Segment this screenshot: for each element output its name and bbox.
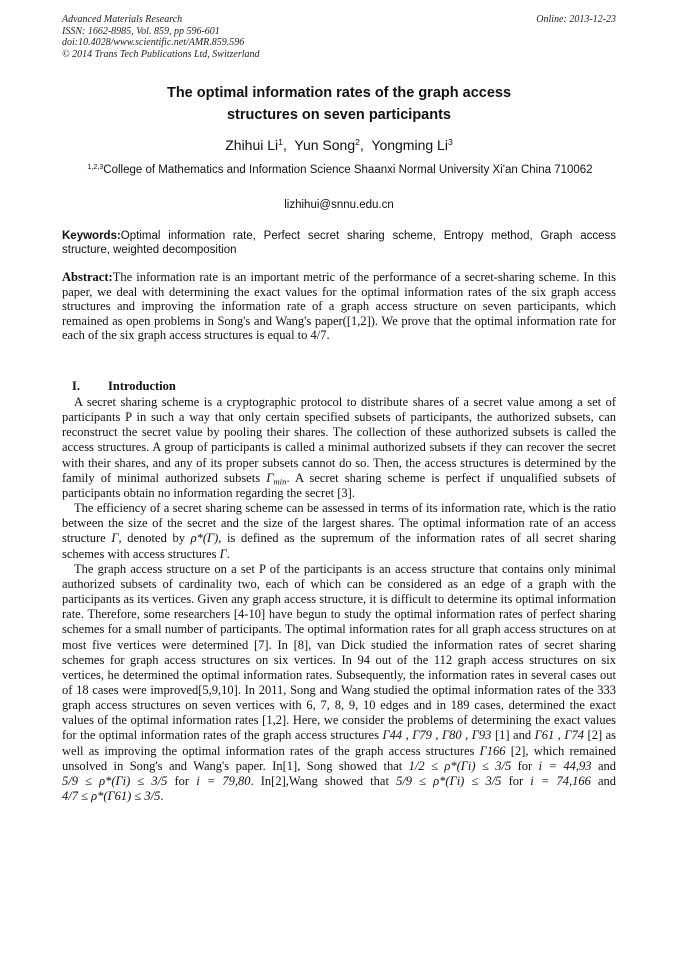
text-run: . [226, 546, 230, 561]
title-line-1: The optimal information rates of the graph access [166, 85, 512, 101]
text-run: The graph access structure on a set P of the participants is an access structure that contains only minimal authorized subsets of cardinality two, each of which can be considered as an edge of a graph with the participants as its vertices. Given any graph access structure, it is difficult to determine its optimal information rate. Therefore, some researchers [4-10] have begun to study the optimal information rates of perfect sharing schemes for a small number of participants. The optimal information rates for all graph access structures on at most five vertices were determined [7]. In [8], van Dick studied the information rates of secret sharing schemes for graph access structures on six vertices. In 94 out of the 112 graph access structures on six vertices, he determined the optimal information rates. Subsequently, the information rates in several cases out of 18 cases were improved[5,9,10]. In 2011, Song and Wang studied the optimal information rates of the 333 graph access structures on seven vertices with 6, 7, 8, 9, 10 edges and in 189 cases, determined the exact values of the optimal information rates [1,2]. Here, we consider the problems of determining the exact values for the optimal information rates of the graph access structures [62, 561, 616, 743]
keywords-label: Keywords: [62, 230, 121, 242]
math-gamma-list-2: Γ61 , Γ74 [534, 728, 585, 743]
math-index-values-3: i = 74,166 [530, 773, 591, 788]
paper-title [62, 82, 616, 126]
text-run: . A secret sharing scheme is perfect if unqualified subsets of participants obtain no information regarding the secret [3]. [62, 470, 616, 500]
author-email[interactable]: lizhihui@snnu.edu.cn [284, 199, 394, 211]
text-run: . In[2],Wang showed that [250, 773, 389, 788]
author-list: Zhihui Li$^1$, Yun Song$^2$, Yongming Li$^3$ [225, 137, 453, 153]
math-index-values-1: i = 44,93 [538, 758, 592, 773]
math-inequality-2: 5/9 ≤ ρ*(Γi) ≤ 3/5 [62, 773, 168, 788]
text-run: for [517, 758, 533, 773]
keywords-text: Optimal information rate, Perfect secret sharing scheme, Entropy method, Graph access structure, weighted decomposition [62, 230, 616, 256]
paragraph [62, 395, 616, 501]
math-rho-star: ρ*(Γ) [190, 531, 219, 546]
doi-line: doi:10.4028/www.scientific.net/AMR.859.596 [62, 37, 245, 48]
affiliation [80, 163, 600, 177]
affiliation-text: College of Mathematics and Information Science Shaanxi Normal University Xi'an China 710062 [103, 164, 593, 176]
paragraph [62, 562, 616, 805]
math-gamma-min: $\Gamma_{min}$ [266, 470, 287, 487]
math-gamma: Γ [111, 531, 119, 546]
author-name: Zhihui Li [225, 137, 279, 153]
text-run: [2], which remained unsolved in Song's and Wang's paper. In[1], Song showed that [62, 743, 617, 773]
author-mark: 3 [447, 137, 453, 148]
paragraph [62, 501, 616, 562]
text-run: [2] as well as improving the optimal information rates of the graph access structures [62, 728, 617, 758]
math-inequality-1: 1/2 ≤ ρ*(Γi) ≤ 3/5 [408, 758, 512, 773]
abstract-text: The information rate is an important metric of the performance of a secret-sharing scheme. In this paper, we deal with determining the exact values for the optimal information rates of the six graph access structures and improving the information rate of a graph access structure on seven participants, which remained as open problems in Song's and Wang's paper([1,2]). We prove that the optimal information rate for each of the six graph access structures is equal to 4/7. [62, 270, 616, 343]
text-run: . [160, 789, 164, 804]
author-mark: 1 [278, 137, 283, 148]
section-title: Introduction [108, 379, 176, 393]
text-run: , is defined as the supremum of the information rates of all secret sharing schemes with access structures [62, 531, 617, 561]
abstract [62, 270, 616, 343]
author-name: Yun Song [294, 137, 356, 153]
author-mark: 2 [355, 137, 360, 148]
text-run: and [597, 758, 617, 773]
text-run: and [597, 773, 617, 788]
title-line-2: structures on seven participants [226, 107, 451, 123]
math-inequality-4: 4/7 ≤ ρ*(Γ61) ≤ 3/5 [62, 789, 161, 804]
text-run: A secret sharing scheme is a cryptographic protocol to distribute shares of a secret value among a set of participants P in such a way that only certain specified subsets of participants, the authorized subsets, can reconstruct the secret value by pooling their shares. The collection of these authorized subsets is called the access structures. A group of participants is called a minimal authorized subsets if they can recover the secret with their shares, and any of its proper subsets cannot do so. Then, the access structures is determined by the family of minimal authorized subsets [62, 395, 616, 485]
author-name: Yongming Li [371, 137, 448, 153]
issn-line: ISSN: 1662-8985, Vol. 859, pp 596-601 [62, 25, 220, 37]
math-gamma: Γ [219, 546, 227, 561]
math-gamma-list-1: Γ44 , Γ79 , Γ80 , Γ93 [382, 728, 492, 743]
text-run: The efficiency of a secret sharing scheme can be assessed in terms of its information rate, which is the ratio between the size of the secret and the size of the largest shares. The optimal information rate of an access structure [62, 501, 616, 546]
text-run: [1] and [494, 728, 532, 743]
keywords [62, 229, 616, 257]
section-heading [62, 379, 616, 394]
text-run: for [174, 773, 190, 788]
math-index-values-2: i = 79,80 [196, 773, 251, 788]
copyright-line: © 2014 Trans Tech Publications Ltd, Switzerland [62, 48, 260, 60]
journal-name: Advanced Materials Research [62, 14, 183, 25]
section-number: I. [72, 379, 80, 393]
text-run: , denoted by [118, 531, 185, 546]
abstract-label: Abstract: [62, 270, 113, 284]
journal-header [62, 14, 616, 60]
text-run: for [508, 773, 524, 788]
introduction-body [62, 395, 616, 804]
affiliation-marks: 1,2,3 [87, 163, 104, 172]
online-date: Online: 2013-12-23 [536, 14, 616, 25]
math-inequality-3: 5/9 ≤ ρ*(Γi) ≤ 3/5 [396, 773, 502, 788]
math-gamma-166: Γ166 [479, 743, 506, 758]
